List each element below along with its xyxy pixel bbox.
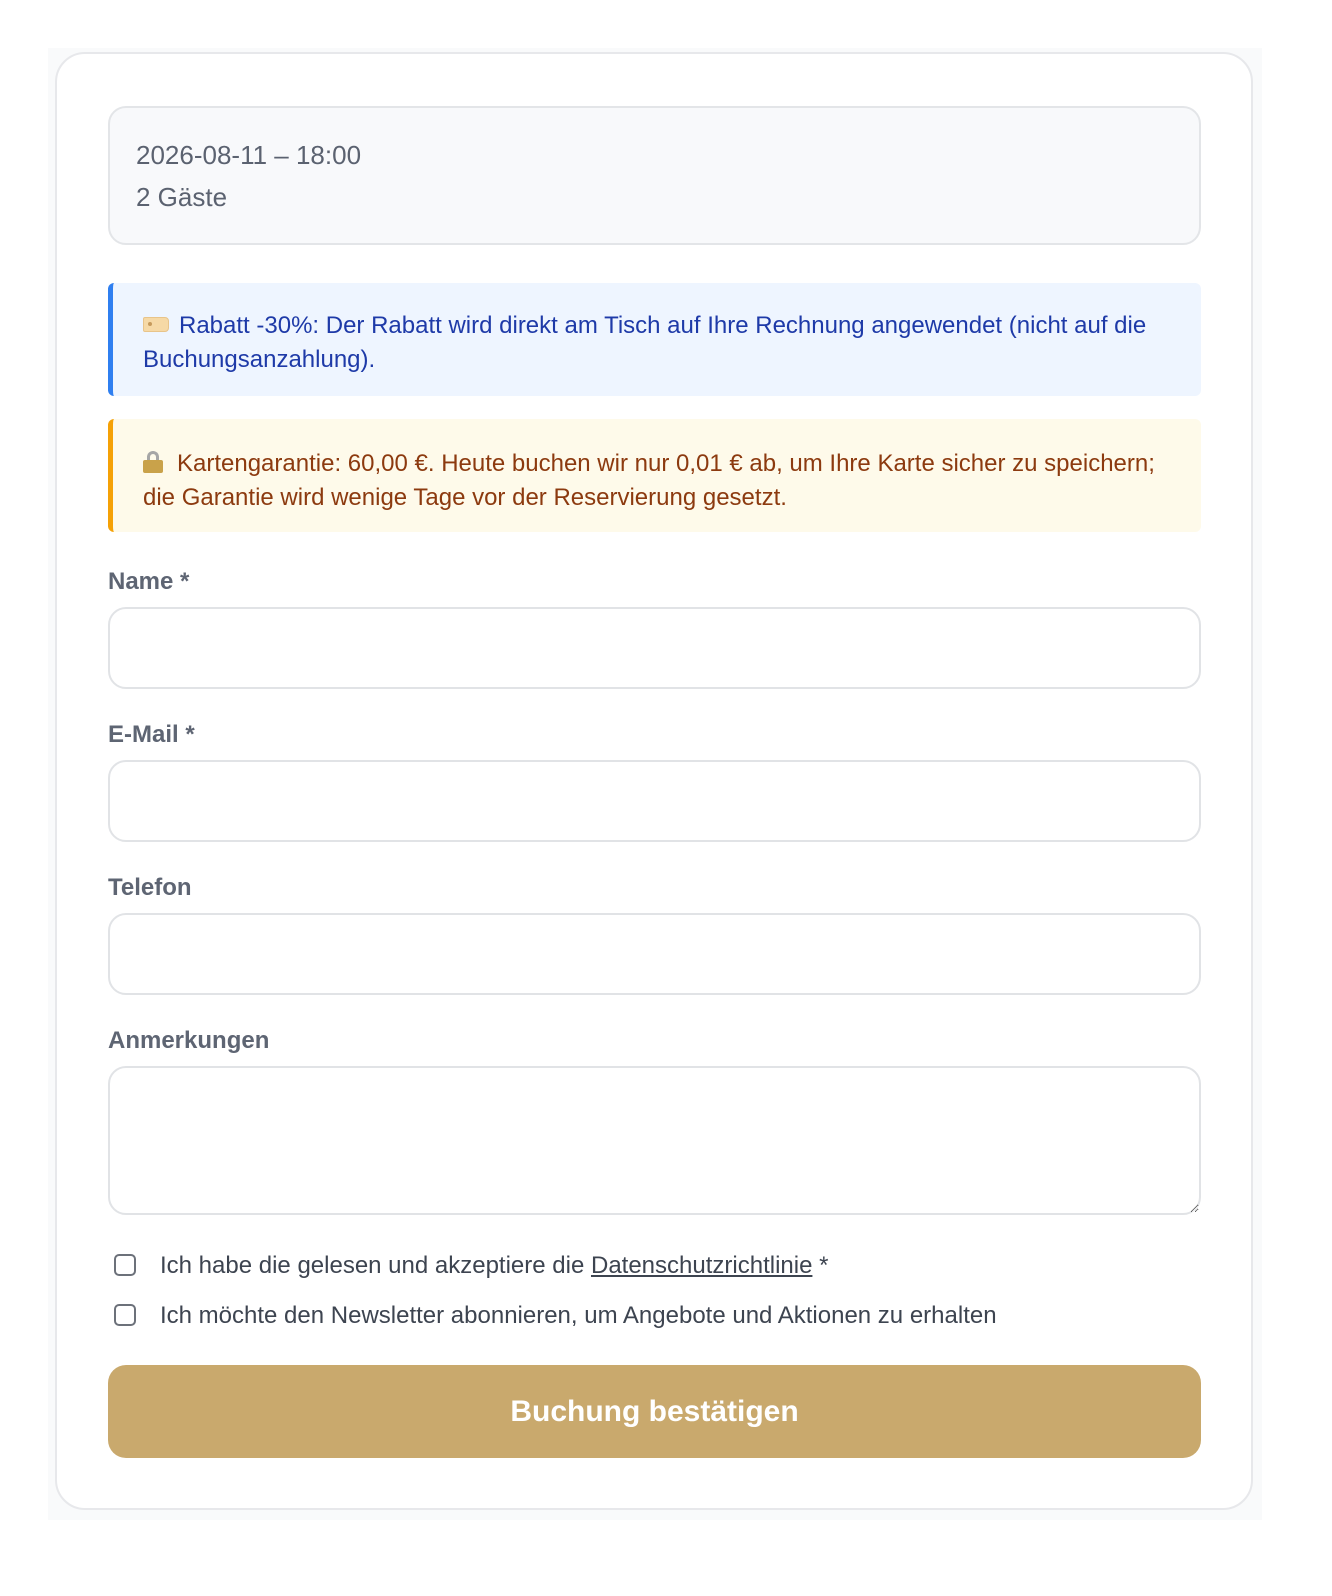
privacy-required-marker: * xyxy=(819,1252,829,1279)
privacy-consent-row xyxy=(114,1251,828,1281)
booking-summary xyxy=(108,106,1201,245)
tag-icon xyxy=(143,317,169,332)
card-guarantee-notice xyxy=(108,419,1201,532)
newsletter-consent-text: Ich möchte den Newsletter abonnieren, um Angebote und Aktionen zu erhalten xyxy=(160,1302,997,1329)
name-input[interactable] xyxy=(108,607,1201,689)
notes-label: Anmerkungen xyxy=(108,1027,270,1054)
phone-label: Telefon xyxy=(108,874,192,901)
lock-icon xyxy=(143,451,163,473)
email-label: E-Mail * xyxy=(108,721,195,748)
newsletter-checkbox[interactable] xyxy=(114,1304,136,1326)
card-guarantee-notice-text: Kartengarantie: 60,00 €. Heute buchen wir nur 0,01 € ab, um Ihre Karte sicher zu speichern; die Garantie wird wenige Tage vor der Reservierung gesetzt. xyxy=(143,450,1155,511)
name-label: Name * xyxy=(108,568,190,595)
discount-notice xyxy=(108,283,1201,396)
notes-textarea[interactable] xyxy=(108,1066,1201,1215)
email-input[interactable] xyxy=(108,760,1201,842)
phone-input[interactable] xyxy=(108,913,1201,995)
confirm-booking-button[interactable]: Buchung bestätigen xyxy=(108,1365,1201,1458)
discount-notice-text: Rabatt -30%: Der Rabatt wird direkt am Tisch auf Ihre Rechnung angewendet (nicht auf die Buchungsanzahlung). xyxy=(143,312,1147,373)
privacy-policy-link[interactable]: Datenschutzrichtlinie xyxy=(590,1252,813,1279)
privacy-consent-text: Ich habe die gelesen und akzeptiere die xyxy=(160,1252,585,1279)
booking-datetime: 2026-08-11 – 18:00 xyxy=(136,140,362,170)
booking-guests: 2 Gäste xyxy=(136,182,228,212)
privacy-checkbox[interactable] xyxy=(114,1254,136,1276)
newsletter-consent-row xyxy=(114,1301,997,1331)
